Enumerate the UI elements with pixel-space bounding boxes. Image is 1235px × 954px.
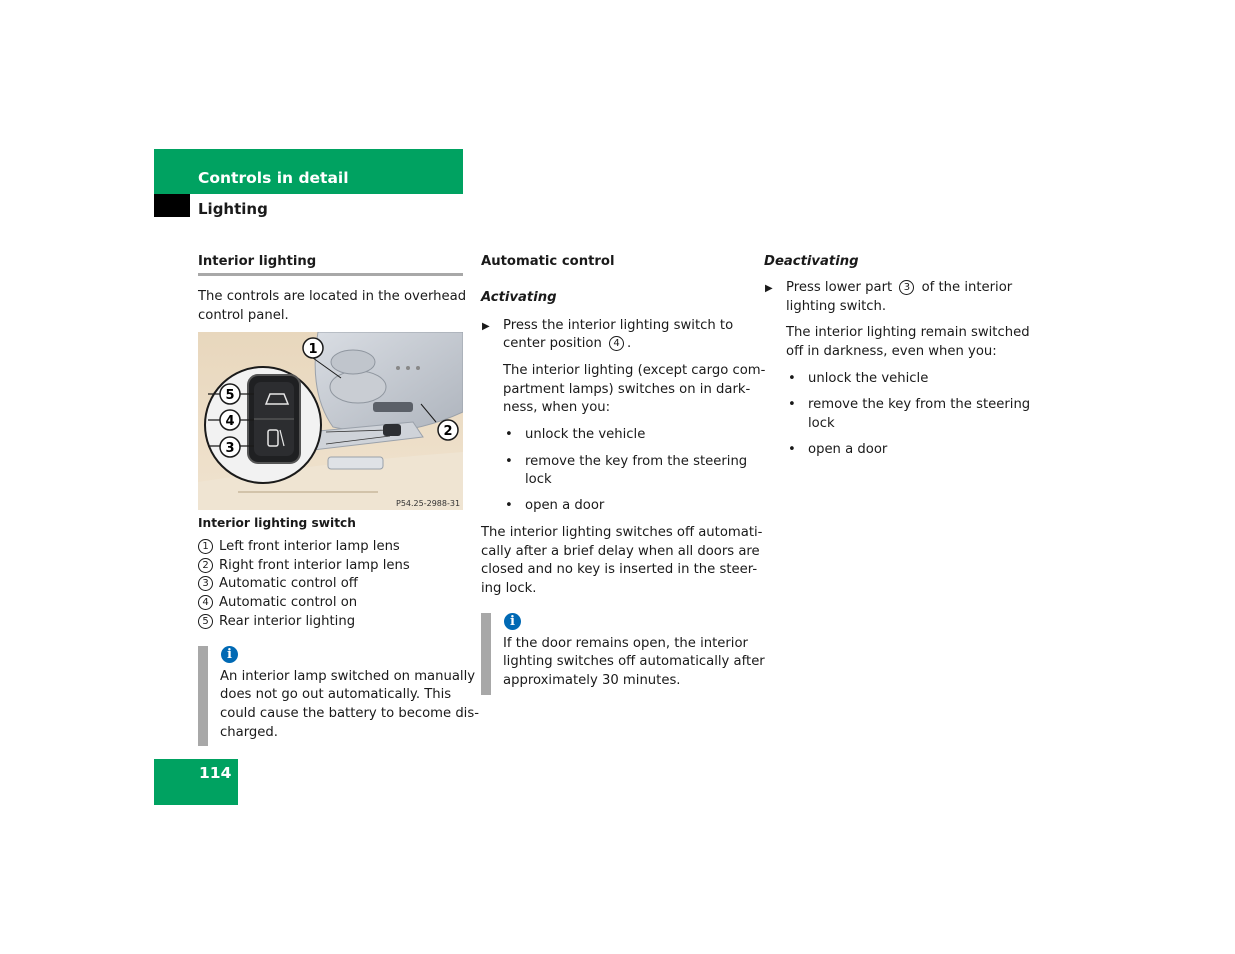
step-text-part: of the interior <box>917 280 1013 295</box>
bullet-text: unlock the vehicle <box>808 371 929 386</box>
legend-text: Automatic control on <box>219 595 358 610</box>
note-bar <box>198 646 208 746</box>
step-text-part: center position <box>503 336 607 351</box>
page-number: 114 <box>199 764 232 782</box>
para-line: off in darkness, even when you: <box>786 344 997 359</box>
legend-number: 5 <box>198 614 213 629</box>
step-text: Press the interior lighting switch to <box>503 318 734 333</box>
figure-caption: Interior lighting switch <box>198 516 356 530</box>
bullet-text: lock <box>808 416 835 431</box>
legend-number: 1 <box>198 539 213 554</box>
callout-3-label: 3 <box>225 441 235 456</box>
callout-4-label: 4 <box>225 414 235 429</box>
activating-subheading: Activating <box>481 290 557 305</box>
legend-item <box>198 538 400 557</box>
bullet-icon: • <box>505 454 513 469</box>
legend-item <box>198 557 410 576</box>
info-icon: i <box>221 646 238 663</box>
inline-number: 3 <box>899 280 914 295</box>
intro-line-2: control panel. <box>198 308 289 323</box>
callout-2-label: 2 <box>443 424 453 439</box>
note-bar <box>481 613 491 695</box>
bullet-icon: • <box>505 498 513 513</box>
legend-item <box>198 594 357 613</box>
legend-text: Automatic control off <box>219 576 358 591</box>
info-icon: i <box>504 613 521 630</box>
bullet-text: lock <box>525 472 552 487</box>
bullet-text: remove the key from the steering <box>808 397 1031 412</box>
legend-text: Rear interior lighting <box>219 614 356 629</box>
chapter-title: Controls in detail <box>198 169 349 187</box>
bullet-text: open a door <box>808 442 888 457</box>
legend-number: 2 <box>198 558 213 573</box>
step-text <box>786 279 1012 298</box>
bullet-icon: • <box>788 371 796 386</box>
note-line: An interior lamp switched on manually <box>220 669 476 684</box>
para-line: The interior lighting switches off automati- <box>481 525 763 540</box>
section-marker <box>154 194 190 217</box>
bullet-text: open a door <box>525 498 605 513</box>
interior-lighting-figure <box>198 332 463 510</box>
callout-5-label: 5 <box>225 388 235 403</box>
bullet-icon: • <box>788 442 796 457</box>
note-line: does not go out automatically. This <box>220 687 452 702</box>
step-text: lighting switch. <box>786 299 887 314</box>
para-line: The interior lighting remain switched <box>786 325 1030 340</box>
step-text <box>503 335 631 354</box>
legend-number: 4 <box>198 595 213 610</box>
para-line: ing lock. <box>481 581 537 596</box>
note-line: approximately 30 minutes. <box>503 673 681 688</box>
step-text-part: Press lower part <box>786 280 897 295</box>
automatic-control-heading: Automatic control <box>481 254 615 269</box>
step-arrow-icon: ▶ <box>765 283 773 294</box>
figure-code: P54.25-2988-31 <box>396 499 461 508</box>
legend-text: Right front interior lamp lens <box>219 558 410 573</box>
bullet-icon: • <box>505 427 513 442</box>
section-title: Lighting <box>198 200 268 218</box>
heading-rule <box>198 273 463 276</box>
para-line: The interior lighting (except cargo com- <box>503 363 766 378</box>
bullet-text: remove the key from the steering <box>525 454 748 469</box>
legend-item <box>198 613 355 632</box>
legend-item <box>198 575 358 594</box>
step-arrow-icon: ▶ <box>482 321 490 332</box>
para-line: ness, when you: <box>503 400 611 415</box>
interior-lighting-heading: Interior lighting <box>198 254 317 269</box>
intro-line-1: The controls are located in the overhead <box>198 289 467 304</box>
note-line: If the door remains open, the interior <box>503 636 748 651</box>
note-line: charged. <box>220 725 278 740</box>
overhead-panel-illustration <box>198 332 463 510</box>
note-line: lighting switches off automatically after <box>503 654 765 669</box>
para-line: partment lamps) switches on in dark- <box>503 382 751 397</box>
bullet-text: unlock the vehicle <box>525 427 646 442</box>
legend-text: Left front interior lamp lens <box>219 539 400 554</box>
legend-number: 3 <box>198 576 213 591</box>
step-text-part: . <box>627 336 632 351</box>
bullet-icon: • <box>788 397 796 412</box>
note-line: could cause the battery to become dis- <box>220 706 479 721</box>
callout-1-label: 1 <box>308 342 318 357</box>
deactivating-subheading: Deactivating <box>764 254 859 269</box>
para-line: cally after a brief delay when all doors are <box>481 544 760 559</box>
inline-number: 4 <box>609 336 624 351</box>
para-line: closed and no key is inserted in the steer- <box>481 562 758 577</box>
